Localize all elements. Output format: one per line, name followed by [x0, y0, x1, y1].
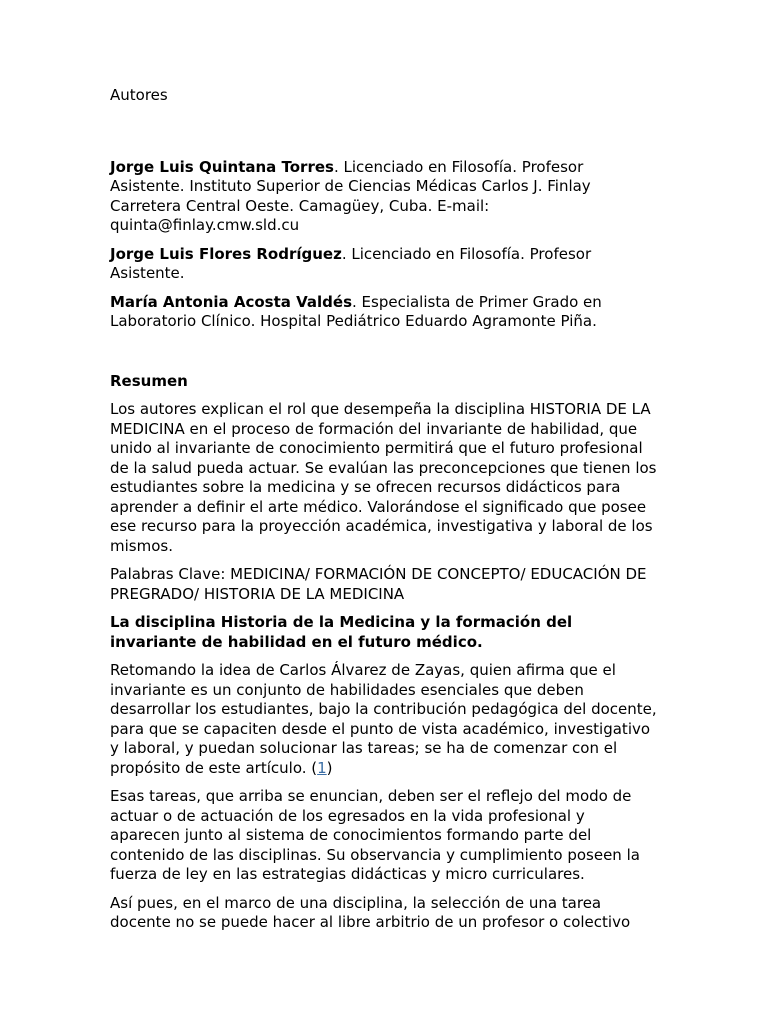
- abstract-title: Resumen: [110, 371, 188, 390]
- article-paragraph-3: Así pues, en el marco de una disciplina, la selección de una tarea docente no se puede hacer al libre arbitrio de un profesor o colectivo: [110, 893, 631, 931]
- author-entry-1: [110, 158, 658, 236]
- article-title: [110, 613, 658, 652]
- keywords: Palabras Clave: MEDICINA/ FORMACIÓN DE CONCEPTO/ EDUCACIÓN DE PREGRADO/ HISTORIA DE LA MEDICINA: [110, 565, 647, 603]
- author-description: . Licenciado en Filosofía. Profesor Asistente. Instituto Superior de Ciencias Médicas Carlos J. Finlay Carretera Central Oeste. Camagüey, Cuba. E-mail: quinta@finlay.cmw.sld.cu: [110, 157, 591, 234]
- citation-link[interactable]: 1: [317, 758, 327, 777]
- abstract-heading: [110, 372, 658, 392]
- author-entry-3: [110, 293, 658, 332]
- article-title-text: La disciplina Historia de la Medicina y la formación del invariante de habilidad en el futuro médico.: [110, 613, 573, 651]
- author-name: María Antonia Acosta Valdés: [110, 292, 352, 311]
- paragraph-text-end: ): [326, 758, 333, 777]
- author-description: . Especialista de Primer Grado en Laboratorio Clínico. Hospital Pediátrico Eduardo Agramonte Piña.: [110, 292, 602, 330]
- article-paragraph-1: [110, 661, 658, 778]
- authors-heading: Autores: [110, 86, 168, 104]
- author-name: Jorge Luis Quintana Torres: [110, 157, 334, 176]
- abstract-body: Los autores explican el rol que desempeña la disciplina HISTORIA DE LA MEDICINA en el proceso de formación del invariante de habilidad, que unido al invariante de conocimiento permitirá que el futuro profesional de la salud pueda actuar. Se evalúan las preconcepciones que tienen los estudiantes sobre la medicina y se ofrecen recursos didácticos para aprender a definir el arte médico. Valorándose el significado que posee ese recurso para la proyección académica, investigativa y laboral de los mismos.: [110, 400, 657, 555]
- author-description: . Licenciado en Filosofía. Profesor Asistente.: [110, 244, 592, 282]
- article-paragraph-2: Esas tareas, que arriba se enuncian, deben ser el reflejo del modo de actuar o de actuación de los egresados en la vida profesional y aparecen junto al sistema de conocimientos formando parte del contenido de las disciplinas. Su observancia y cumplimiento poseen la fuerza de ley en las estrategias didácticas y micro curriculares.: [110, 787, 640, 883]
- author-entry-2: [110, 245, 658, 284]
- author-name: Jorge Luis Flores Rodríguez: [110, 244, 342, 263]
- paragraph-text: Retomando la idea de Carlos Álvarez de Zayas, quien afirma que el invariante es un conjunto de habilidades esenciales que deben desarrollar los estudiantes, bajo la contribución pedagógica del docente, para que se capaciten desde el punto de vista académico, investigativo y laboral, y puedan solucionar las tareas; se ha de comenzar con el propósito de este artículo. (: [110, 661, 657, 777]
- document-page: [110, 86, 658, 942]
